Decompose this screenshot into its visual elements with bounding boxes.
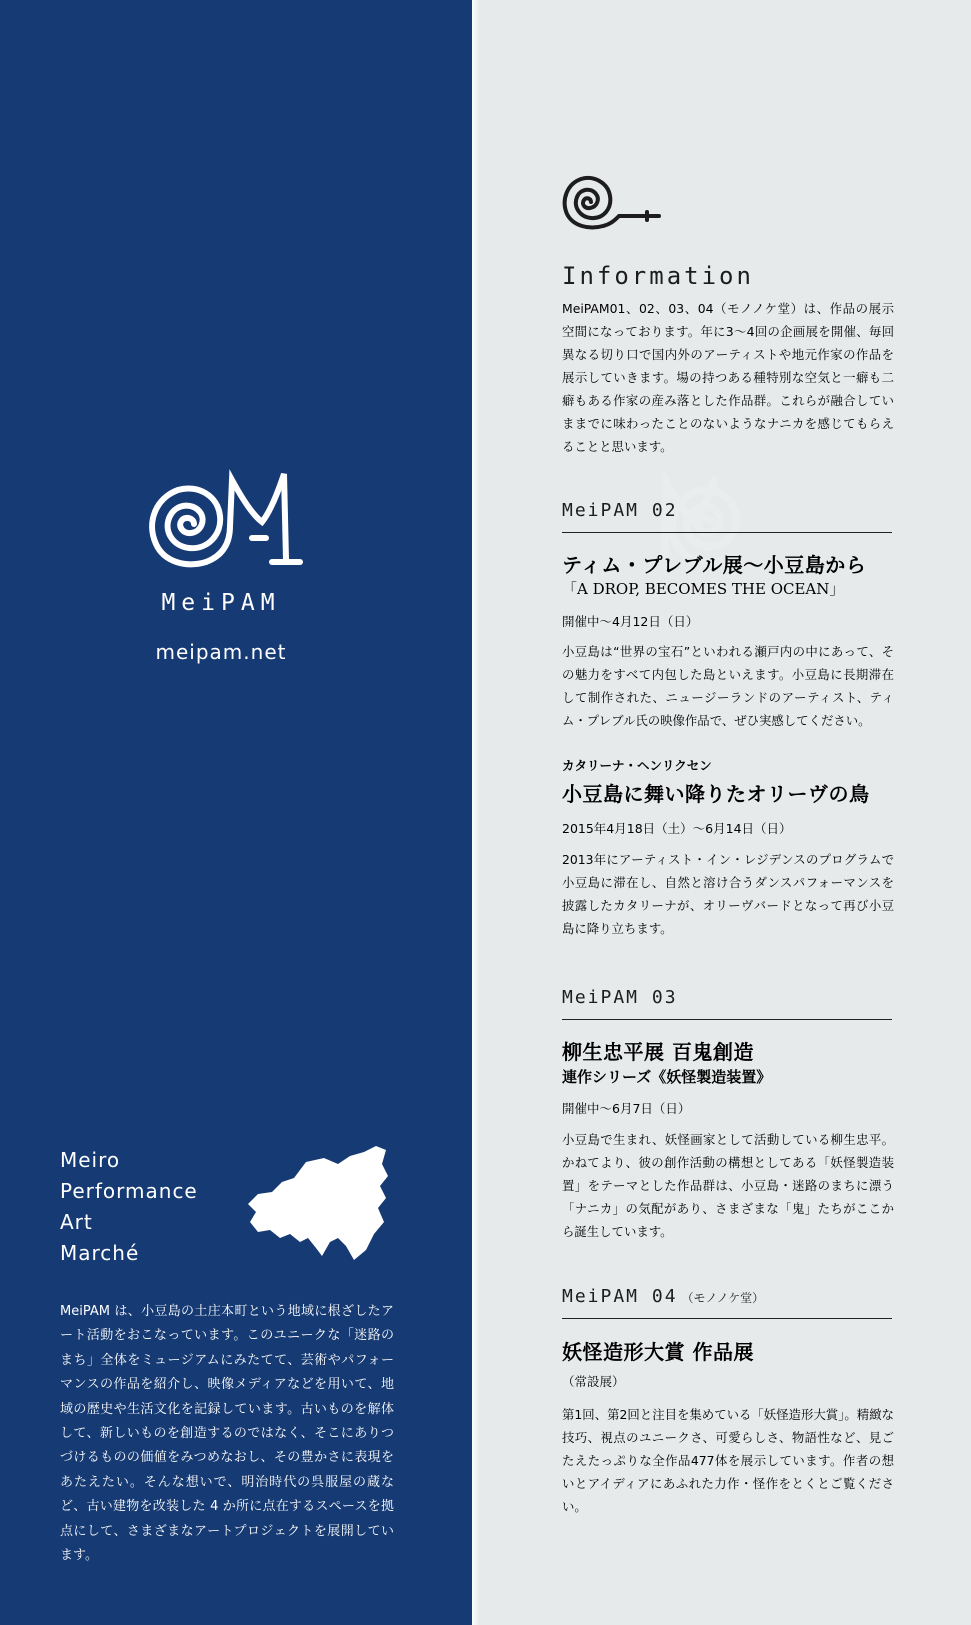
exhibit-date: （常設展） (562, 1374, 625, 1389)
exhibit-body: 小豆島は“世界の宝石”といわれる瀬戸内の中にあって、その魅力をすべて内包した島といえます。小豆島に長期滞在して制作された、ニュージーランドのアーティスト、ティム・プレブル氏の映像作品で、ぜひ実感してください。 (562, 644, 894, 728)
exhibit-date: 開催中～4月12日（日） (562, 614, 699, 629)
exhibit-body: 第1回、第2回と注目を集めている「妖怪造形大賞」。精緻な技巧、視点のユニークさ、可愛らしさ、物語性など、見ごたえたっぷりな全作品477体を展示しています。作者の想いとアイディアにあふれた力作・怪作をとくとご覧ください。 (562, 1407, 894, 1514)
tagline-line: Meiro (60, 1148, 121, 1172)
website-link[interactable]: meipam.net (155, 640, 287, 664)
exhibit-heading: ティム・プレブル展～小豆島から (562, 553, 867, 577)
exhibit-heading: 妖怪造形大賞 作品展 (562, 1340, 754, 1364)
left-panel (0, 0, 472, 1625)
exhibit-body: 小豆島で生まれ、妖怪画家として活動している柳生忠平。かねてより、彼の創作活動の構想としてある「妖怪製造装置」をテーマとした作品群は、小豆島・迷路のまちに漂う「ナニカ」の気配があり、さまざまな「鬼」たちがここから誕生しています。 (562, 1132, 894, 1239)
meipam-logo-icon (134, 462, 314, 582)
right-panel (480, 0, 971, 1625)
exhibit-heading: 柳生忠平展 百鬼創造 (562, 1040, 754, 1064)
information-body: MeiPAM01、02、03、04（モノノケ堂）は、作品の展示空間になっております。年に3～4回の企画展を開催、毎回異なる切り口で国内外のアーティストや地元作家の作品を展示していきます。場の持つある種特別な空気と一癖も二癖もある作家の産み落とした作品群。これらが融合していままでに味わったことのないようなナニカを感じてもらえることと思います。 (562, 301, 894, 454)
exhibit-subheading: 「A DROP, BECOMES THE OCEAN」 (562, 580, 845, 598)
tagline-line: Art (60, 1210, 93, 1234)
shodoshima-map-icon (246, 1142, 394, 1270)
exhibit-subheading: 連作シリーズ《妖怪製造装置》 (562, 1068, 772, 1086)
left-description: MeiPAM は、小豆島の土庄本町という地域に根ざしたアート活動をおこなっています。このユニークな「迷路のまち」全体をミュージアムにみたてて、芸術やパフォーマンスの作品を紹介し、映像メディアなどを用いて、地域の歴史や生活文化を記録しています。古いものを解体して、新しいものを創造するのではなく、そこにありつづけるものの価値をみつめなおし、その豊かさに表現をあたえたい。そんな想いで、明治時代の呉服屋の蔵など、古い建物を改装した 4 か所に点在するスペースを拠点にして、さまざまなアートプロジェクトを展開しています。 (60, 1304, 394, 1564)
spiral-logo-icon (559, 168, 669, 234)
page-fold (472, 0, 480, 1625)
exhibit-body: 2013年にアーティスト・イン・レジデンスのプログラムで小豆島に滞在し、自然と溶け合うダンスパフォーマンスを披露したカタリーナが、オリーヴバードとなって再び小豆島に降り立ちます。 (562, 852, 894, 936)
exhibit-date: 2015年4月18日（土）～6月14日（日） (562, 821, 792, 836)
exhibit-heading: 小豆島に舞い降りたオリーヴの鳥 (562, 782, 870, 806)
meipam03-title: MeiPAM 03 (562, 987, 678, 1008)
section-divider (562, 1318, 892, 1319)
section-divider (562, 1019, 892, 1020)
section-divider (562, 532, 892, 533)
tagline-line: Marché (60, 1241, 140, 1265)
meipam04-title (562, 1286, 764, 1307)
meipam04-title-text: MeiPAM 04 (562, 1286, 678, 1307)
brand-name: MeiPAM (161, 590, 281, 616)
exhibit-artist: カタリーナ・ヘンリクセン (562, 758, 712, 773)
meipam02-title: MeiPAM 02 (562, 500, 678, 521)
tagline (60, 1145, 198, 1269)
information-title: Information (562, 262, 754, 290)
meipam04-title-note: （モノノケ堂） (681, 1291, 765, 1305)
exhibit-date: 開催中～6月7日（日） (562, 1101, 691, 1116)
tagline-line: Performance (60, 1179, 198, 1203)
